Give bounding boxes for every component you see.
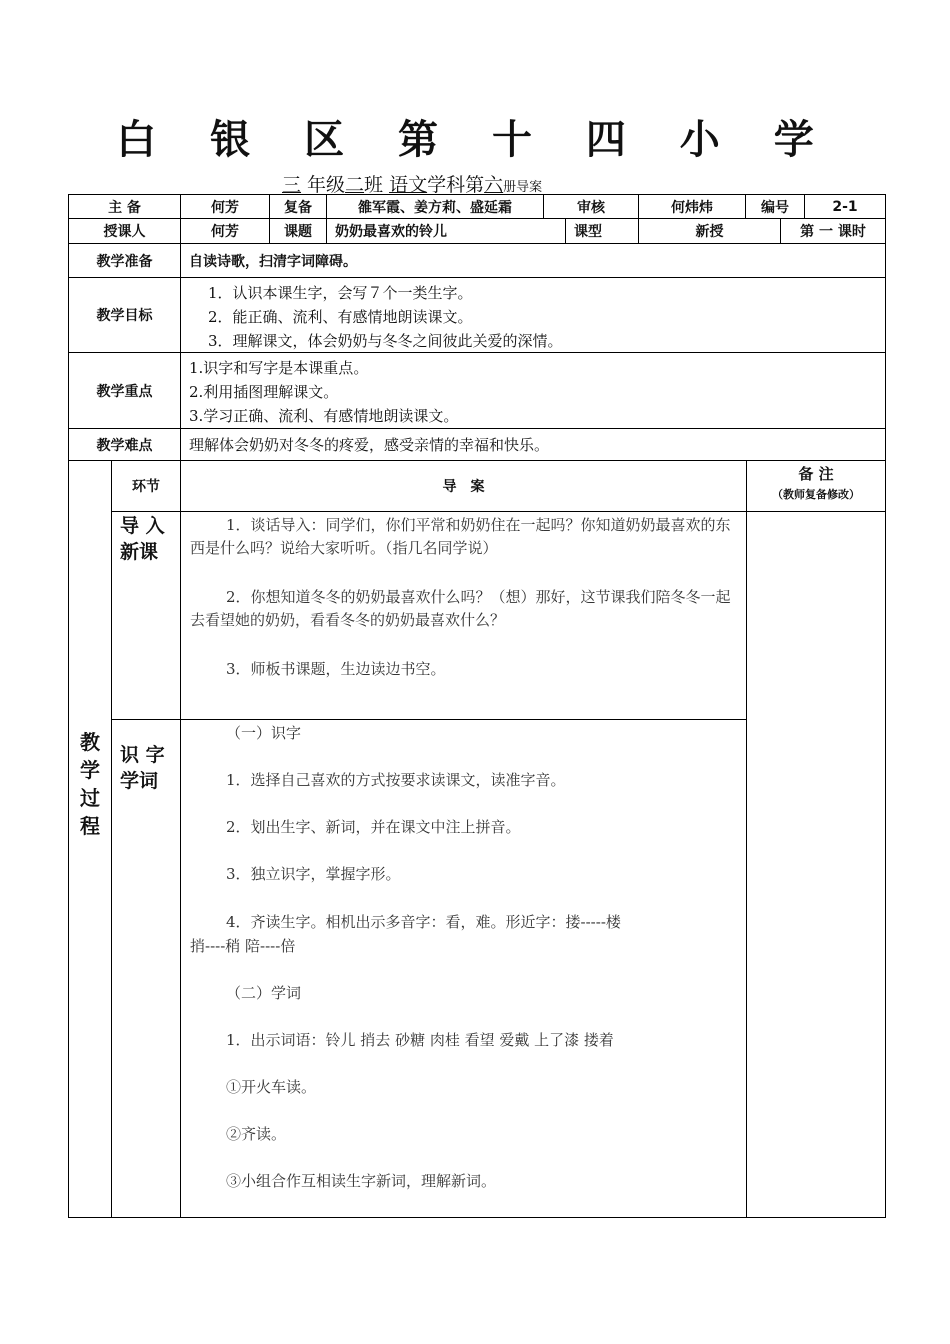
objectives-label: 教学目标 [68, 277, 181, 353]
fubei-label: 复备 [269, 194, 327, 219]
note-col-line [746, 460, 747, 1218]
literacy-paragraph: ③小组合作互相读生字新词，理解新词。 [226, 1172, 497, 1190]
difficulties-row [68, 428, 886, 461]
literacy-paragraph: 1．出示词语：铃儿 捎去 砂糖 肉桂 看望 爱戴 上了漆 搂着 [226, 1031, 614, 1049]
literacy-paragraph: （一）识字 [226, 724, 302, 742]
preparation-label: 教学准备 [68, 243, 181, 278]
period: 第 一 课时 [780, 218, 886, 244]
class-suffix: 班 [364, 174, 384, 196]
keypoint-item: 2.利用插图理解课文。 [189, 383, 339, 401]
difficulties-label: 教学难点 [68, 428, 181, 461]
teacher-value: 何芳 [180, 218, 270, 244]
section-divider [111, 719, 747, 720]
keypoint-item: 1.识字和写字是本课重点。 [189, 359, 369, 377]
header-row-1 [68, 194, 886, 219]
intro-paragraph: 3．师板书课题，生边读边书空。 [226, 660, 446, 678]
stage-col-line [180, 460, 181, 1218]
col-stage: 环节 [132, 479, 160, 495]
shenhe-label: 审核 [543, 194, 639, 219]
literacy-paragraph: 捎----稍 陪----倍 [190, 937, 296, 955]
zhubei-label: 主 备 [68, 194, 181, 219]
keypoint-item: 3.学习正确、流利、有感情地朗读课文。 [189, 407, 459, 425]
preparation-value: 自读诗歌，扫清字词障碍。 [180, 243, 886, 278]
objective-item: 3．理解课文，体会奶奶与冬冬之间彼此关爱的深情。 [208, 332, 563, 350]
literacy-paragraph: 1．选择自己喜欢的方式按要求读课文，读准字音。 [226, 771, 566, 789]
subtitle [268, 170, 542, 197]
literacy-paragraph: ①开火车读。 [226, 1078, 317, 1096]
section-literacy-label: 识 字 学词 [120, 744, 165, 792]
literacy-paragraph: （二）学词 [226, 984, 302, 1002]
col-note-sub: （教师复备修改） [772, 488, 860, 501]
objective-item: 2．能正确、流利、有感情地朗读课文。 [208, 308, 473, 326]
grade-suffix: 年级 [307, 174, 346, 196]
section-intro-label: 导 入 新课 [120, 515, 165, 563]
fubei-value: 雒军霞、姜方莉、盛延霜 [326, 194, 544, 219]
zhubei-value: 何芳 [180, 194, 270, 219]
subject-suffix: 学科第 [427, 174, 485, 196]
col-guide: 导 案 [442, 479, 485, 495]
type-value: 新授 [638, 218, 781, 244]
type-label: 课型 [565, 218, 639, 244]
keypoints-list [189, 356, 458, 428]
col-note-title: 备 注 [798, 465, 834, 483]
volume: 六 [484, 174, 504, 196]
col-note [746, 464, 886, 506]
objectives-list [208, 281, 563, 353]
doc-type: 册导案 [503, 180, 543, 195]
keypoints-label: 教学重点 [68, 352, 181, 429]
intro-paragraph: 1．谈话导入：同学们，你们平常和奶奶住在一起吗？你知道奶奶最喜欢的东西是什么吗？说给大家听听。（指几名同学说） [190, 516, 731, 557]
process-frame [68, 460, 886, 1218]
intro-paragraph: 2．你想知道冬冬的奶奶最喜欢什么吗？（想）那好，这节课我们陪冬冬一起去看望她的奶奶，看看冬冬的奶奶最喜欢什么？ [190, 588, 731, 629]
literacy-paragraph: 2．划出生字、新词，并在课文中注上拼音。 [226, 818, 521, 836]
bianhao-label: 编号 [745, 194, 805, 219]
grade: 三 [282, 174, 302, 196]
difficulties-value: 理解体会奶奶对冬冬的疼爱，感受亲情的幸福和快乐。 [180, 428, 886, 461]
process-label: 教学过程 [80, 730, 100, 838]
subject: 语文 [389, 174, 428, 196]
objective-item: 1．认识本课生字，会写７个一类生字。 [208, 284, 473, 302]
school-title: 白 银 区 第 十 四 小 学 [116, 116, 834, 163]
literacy-paragraph: 4．齐读生字。相机出示多音字：看，难。形近字：搂-----楼 [226, 913, 621, 931]
lesson-value: 奶奶最喜欢的铃儿 [326, 218, 566, 244]
teacher-label: 授课人 [68, 218, 181, 244]
literacy-paragraph: 3．独立识字，掌握字形。 [226, 865, 401, 883]
class-name: 二 [345, 174, 365, 196]
lesson-label: 课题 [269, 218, 327, 244]
header-row-2 [68, 218, 886, 244]
bianhao-value: 2-1 [804, 194, 886, 219]
preparation-row [68, 243, 886, 278]
shenhe-value: 何炜炜 [638, 194, 746, 219]
literacy-paragraph: ②齐读。 [226, 1125, 287, 1143]
